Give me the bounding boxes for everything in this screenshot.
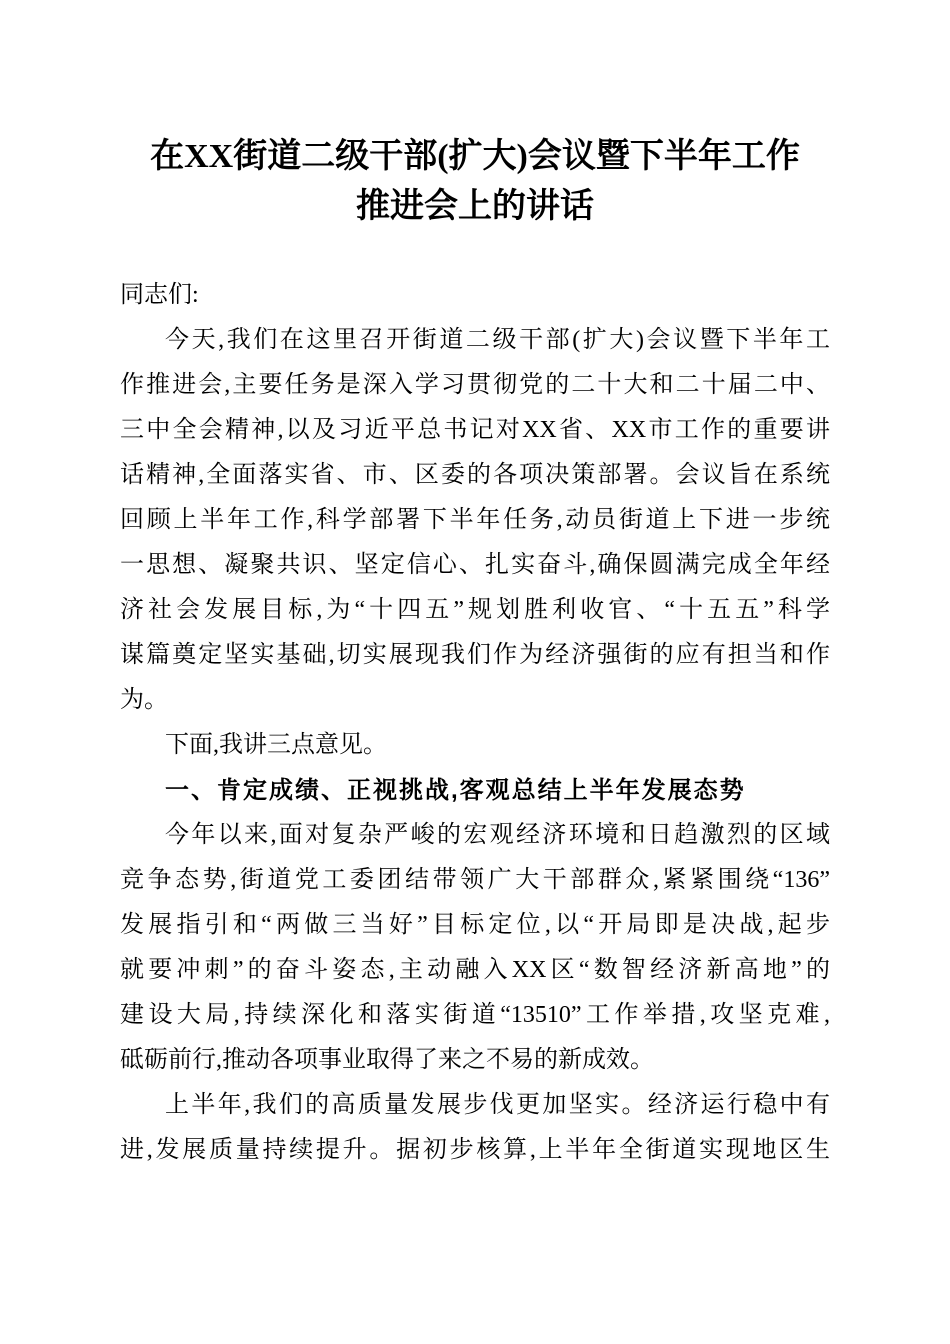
text-line: 谋篇奠定坚实基础,切实展现我们作为经济强街的应有担当和作 xyxy=(120,642,830,668)
section-heading-1 xyxy=(120,768,830,813)
paragraph-transition xyxy=(120,723,830,768)
text-line: 发展指引和“两做三当好”目标定位,以“开局即是决战,起步 xyxy=(120,912,830,938)
salutation xyxy=(120,273,830,318)
title-line-2: 推进会上的讲话 xyxy=(356,188,594,225)
text-line: 今年以来,面对复杂严峻的宏观经济环境和日趋激烈的区域 xyxy=(165,822,830,848)
text-line: 下面,我讲三点意见。 xyxy=(165,732,387,758)
text-line: 为。 xyxy=(120,687,168,713)
document-body xyxy=(120,273,830,1173)
text-line: 同志们: xyxy=(120,282,199,308)
text-line: 济社会发展目标,为“十四五”规划胜利收官、“十五五”科学 xyxy=(120,597,830,623)
text-line: 建设大局,持续深化和落实街道“13510”工作举措,攻坚克难, xyxy=(120,1002,830,1028)
text-line: 上半年,我们的高质量发展步伐更加坚实。经济运行稳中有 xyxy=(165,1092,830,1118)
text-line: 三中全会精神,以及习近平总书记对XX省、XX市工作的重要讲 xyxy=(120,417,830,443)
text-line: 今天,我们在这里召开街道二级干部(扩大)会议暨下半年工 xyxy=(165,327,830,353)
text-line: 话精神,全面落实省、市、区委的各项决策部署。会议旨在系统 xyxy=(120,462,830,488)
text-line: 一思想、凝聚共识、坚定信心、扎实奋斗,确保圆满完成全年经 xyxy=(120,552,830,578)
paragraph-economy xyxy=(120,1083,830,1173)
text-line: 竞争态势,街道党工委团结带领广大干部群众,紧紧围绕“136” xyxy=(120,867,830,893)
page-content xyxy=(0,132,950,1173)
text-line: 砥砺前行,推动各项事业取得了来之不易的新成效。 xyxy=(120,1047,654,1073)
document-title xyxy=(120,132,830,232)
text-line: 进,发展质量持续提升。据初步核算,上半年全街道实现地区生 xyxy=(120,1137,830,1163)
title-line-1: 在XX街道二级干部(扩大)会议暨下半年工作 xyxy=(150,138,800,175)
heading-line: 一、肯定成绩、正视挑战,客观总结上半年发展态势 xyxy=(165,777,746,804)
text-line: 回顾上半年工作,科学部署下半年任务,动员街道上下进一步统 xyxy=(120,507,830,533)
paragraph-achievements xyxy=(120,813,830,1083)
text-line: 作推进会,主要任务是深入学习贯彻党的二十大和二十届二中、 xyxy=(120,372,830,398)
paragraph-opening xyxy=(120,318,830,723)
text-line: 就要冲刺”的奋斗姿态,主动融入XX区“数智经济新高地”的 xyxy=(120,957,830,983)
